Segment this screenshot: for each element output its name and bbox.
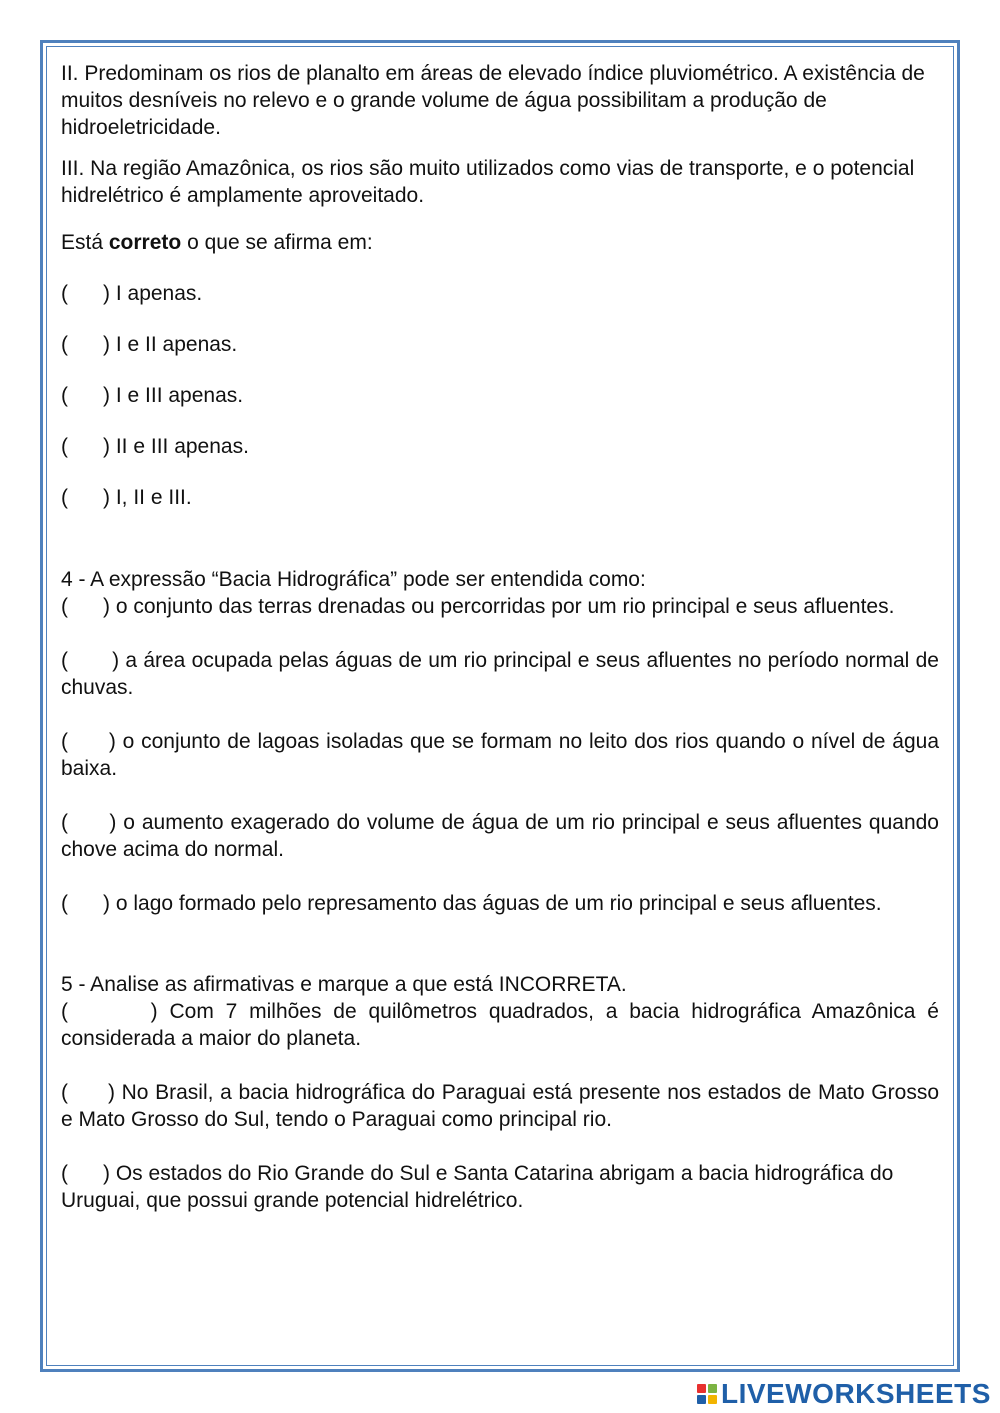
option-text: o conjunto das terras drenadas ou percorridas por um rio principal e seus afluentes. (115, 595, 895, 618)
option-text: a área ocupada pelas águas de um rio principal e seus afluentes no período normal de chuvas. (61, 649, 939, 699)
option-text: o lago formado pelo represamento das águas de um rio principal e seus afluentes. (115, 892, 882, 915)
answer-blank[interactable]: ( ) (61, 649, 120, 672)
q3-prompt (61, 229, 939, 256)
logo-square-blue (697, 1395, 706, 1404)
q3-option-4 (61, 433, 939, 460)
answer-blank[interactable]: ( ) (61, 282, 110, 305)
logo-icon (697, 1384, 717, 1404)
q5-option-2 (61, 1079, 939, 1133)
q4-option-3 (61, 728, 939, 782)
answer-blank[interactable]: ( ) (61, 595, 110, 618)
q4-option-5 (61, 890, 939, 917)
answer-blank[interactable]: ( ) (61, 333, 110, 356)
statement-iii: III. Na região Amazônica, os rios são muito utilizados como vias de transporte, e o potencial hidrelétrico é amplamente aproveitado. (61, 157, 915, 207)
option-text: I, II e III. (115, 486, 192, 509)
option-text: o conjunto de lagoas isoladas que se formam no leito dos rios quando o nível de água baixa. (61, 730, 939, 780)
option-text: No Brasil, a bacia hidrográfica do Paraguai está presente nos estados de Mato Grosso e Mato Grosso do Sul, tendo o Paraguai como principal rio. (61, 1081, 939, 1131)
option-text: Os estados do Rio Grande do Sul e Santa Catarina abrigam a bacia hidrográfica do Uruguai, que possui grande potencial hidrelétrico. (61, 1162, 894, 1212)
answer-blank[interactable]: ( ) (61, 486, 110, 509)
answer-blank[interactable]: ( ) (61, 892, 110, 915)
q3-prompt-before: Está (61, 231, 104, 254)
q3-option-1 (61, 280, 939, 307)
q3-option-3 (61, 382, 939, 409)
q4-option-2 (61, 647, 939, 701)
q5-option-3 (61, 1160, 939, 1214)
answer-blank[interactable]: ( ) (61, 384, 110, 407)
q3-prompt-bold: correto (108, 231, 182, 254)
worksheet-content (61, 60, 939, 1214)
answer-blank[interactable]: ( ) (61, 1000, 158, 1023)
logo-square-red (697, 1384, 706, 1393)
q3-prompt-after: o que se afirma em: (187, 231, 373, 254)
q5-option-1 (61, 998, 939, 1052)
q3-option-2 (61, 331, 939, 358)
option-text: II e III apenas. (115, 435, 249, 458)
answer-blank[interactable]: ( ) (61, 435, 110, 458)
q4-option-1 (61, 593, 939, 620)
q5-question: 5 - Analise as afirmativas e marque a que está INCORRETA. (61, 973, 627, 996)
answer-blank[interactable]: ( ) (61, 1081, 115, 1104)
answer-blank[interactable]: ( ) (61, 1162, 110, 1185)
q4-option-4 (61, 809, 939, 863)
statement-ii: II. Predominam os rios de planalto em áreas de elevado índice pluviométrico. A existência de muitos desníveis no relevo e o grande volume de água possibilitam a produção de hidroeletricidade. (61, 62, 925, 139)
logo-square-yellow (708, 1395, 717, 1404)
logo-text: LIVEWORKSHEETS (721, 1378, 991, 1409)
option-text: I e II apenas. (115, 333, 238, 356)
liveworksheets-logo (697, 1380, 991, 1408)
answer-blank[interactable]: ( ) (61, 730, 116, 753)
option-text: I apenas. (115, 282, 203, 305)
logo-square-green (708, 1384, 717, 1393)
option-text: o aumento exagerado do volume de água de um rio principal e seus afluentes quando chove acima do normal. (61, 811, 939, 861)
q3-option-5 (61, 484, 939, 511)
option-text: I e III apenas. (115, 384, 244, 407)
option-text: Com 7 milhões de quilômetros quadrados, a bacia hidrográfica Amazônica é considerada a maior do planeta. (61, 1000, 939, 1050)
q4-question: 4 - A expressão “Bacia Hidrográfica” pode ser entendida como: (61, 568, 646, 591)
answer-blank[interactable]: ( ) (61, 811, 117, 834)
